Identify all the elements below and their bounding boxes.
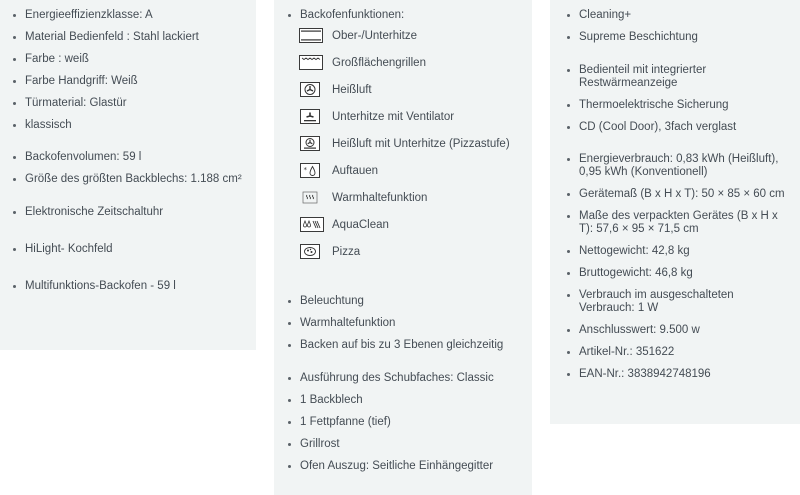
hot-air-fan-icon: [300, 82, 320, 97]
aquaclean-icon: [300, 217, 324, 232]
spec-item: Energieverbrauch: 0,83 kWh (Heißluft), 0,95 kWh (Konventionell): [550, 153, 800, 179]
spec-item: Größe des größten Backblechs: 1.188 cm²: [0, 173, 256, 186]
spec-item: Backen auf bis zu 3 Ebenen gleichzeitig: [274, 339, 532, 352]
bottom-heat-fan-icon: [300, 109, 320, 124]
spec-column-2: [274, 0, 532, 495]
spec-item: Türmaterial: Glastür: [0, 97, 256, 110]
spec-list-2b: [274, 295, 532, 473]
spec-list-2: [274, 9, 532, 22]
spec-item: Multifunktions-Backofen - 59 l: [0, 280, 256, 293]
large-grill-icon: [299, 55, 323, 70]
spec-item: 1 Backblech: [274, 394, 532, 407]
spec-item: Nettogewicht: 42,8 kg: [550, 245, 800, 258]
oven-function: [300, 214, 532, 238]
oven-function-label: Warmhaltefunktion: [332, 192, 428, 204]
spec-item: Beleuchtung: [274, 295, 532, 308]
spec-item: Cleaning+: [550, 9, 800, 22]
spec-item: Artikel-Nr.: 351622: [550, 346, 800, 359]
spec-item: 1 Fettpfanne (tief): [274, 416, 532, 429]
oven-functions-heading: Backofenfunktionen:: [274, 9, 532, 22]
spec-item: klassisch: [0, 119, 256, 132]
spec-item: Backofenvolumen: 59 l: [0, 151, 256, 164]
oven-function: [300, 133, 532, 157]
spec-item: Maße des verpackten Gerätes (B x H x T): 57,6 × 95 × 71,5 cm: [550, 210, 800, 236]
defrost-icon: [300, 163, 320, 178]
spec-item: Energieeffizienzklasse: A: [0, 9, 256, 22]
oven-function: [300, 241, 532, 265]
spec-item: Ofen Auszug: Seitliche Einhängegitter: [274, 460, 532, 473]
spec-item: Farbe : weiß: [0, 53, 256, 66]
oven-function: [300, 106, 532, 130]
oven-function-label: Ober-/Unterhitze: [332, 30, 418, 42]
spec-list-3: [550, 9, 800, 381]
spec-item: Supreme Beschichtung: [550, 31, 800, 44]
spec-item: EAN-Nr.: 3838942748196: [550, 368, 800, 381]
oven-function-label: Pizza: [332, 246, 361, 258]
oven-function-label: Heißluft mit Unterhitze (Pizzastufe): [332, 138, 510, 150]
spec-list-1: [0, 9, 256, 293]
oven-function: [300, 160, 532, 184]
oven-function-label: Heißluft: [332, 84, 372, 96]
oven-function: [300, 79, 532, 103]
pizza-icon: [300, 244, 320, 259]
spec-item: Gerätemaß (B x H x T): 50 × 85 × 60 cm: [550, 188, 800, 201]
spec-column-1: [0, 0, 256, 350]
spec-item: Grillrost: [274, 438, 532, 451]
oven-function-label: Unterhitze mit Ventilator: [332, 111, 455, 123]
keep-warm-icon: [300, 190, 320, 205]
spec-item: Ausführung des Schubfaches: Classic: [274, 372, 532, 385]
spec-item: Farbe Handgriff: Weiß: [0, 75, 256, 88]
spec-item: Thermoelektrische Sicherung: [550, 99, 800, 112]
spec-item: Verbrauch im ausgeschalteten Verbrauch: 1 W: [550, 289, 800, 315]
top-bottom-heat-icon: [299, 28, 323, 43]
oven-function: [300, 25, 532, 49]
spec-item: Bedienteil mit integrierter Restwärmeanzeige: [550, 64, 800, 90]
spec-item: HiLight- Kochfeld: [0, 243, 256, 256]
oven-function-label: Großflächengrillen: [332, 57, 426, 69]
spec-item: CD (Cool Door), 3fach verglast: [550, 121, 800, 134]
spec-item: Material Bedienfeld : Stahl lackiert: [0, 31, 256, 44]
spec-item: Elektronische Zeitschaltuhr: [0, 206, 256, 219]
hot-air-bottom-heat-icon: [300, 136, 320, 151]
oven-function: [300, 187, 532, 211]
spec-item: Bruttogewicht: 46,8 kg: [550, 267, 800, 280]
oven-functions-list: [300, 25, 532, 265]
oven-function-label: AquaClean: [332, 219, 389, 231]
spec-item: Warmhaltefunktion: [274, 317, 532, 330]
oven-function-label: Auftauen: [332, 165, 379, 177]
svg-text:*: *: [303, 166, 307, 174]
oven-function: [300, 52, 532, 76]
spec-column-3: [550, 0, 800, 424]
spec-item: Anschlusswert: 9.500 w: [550, 324, 800, 337]
